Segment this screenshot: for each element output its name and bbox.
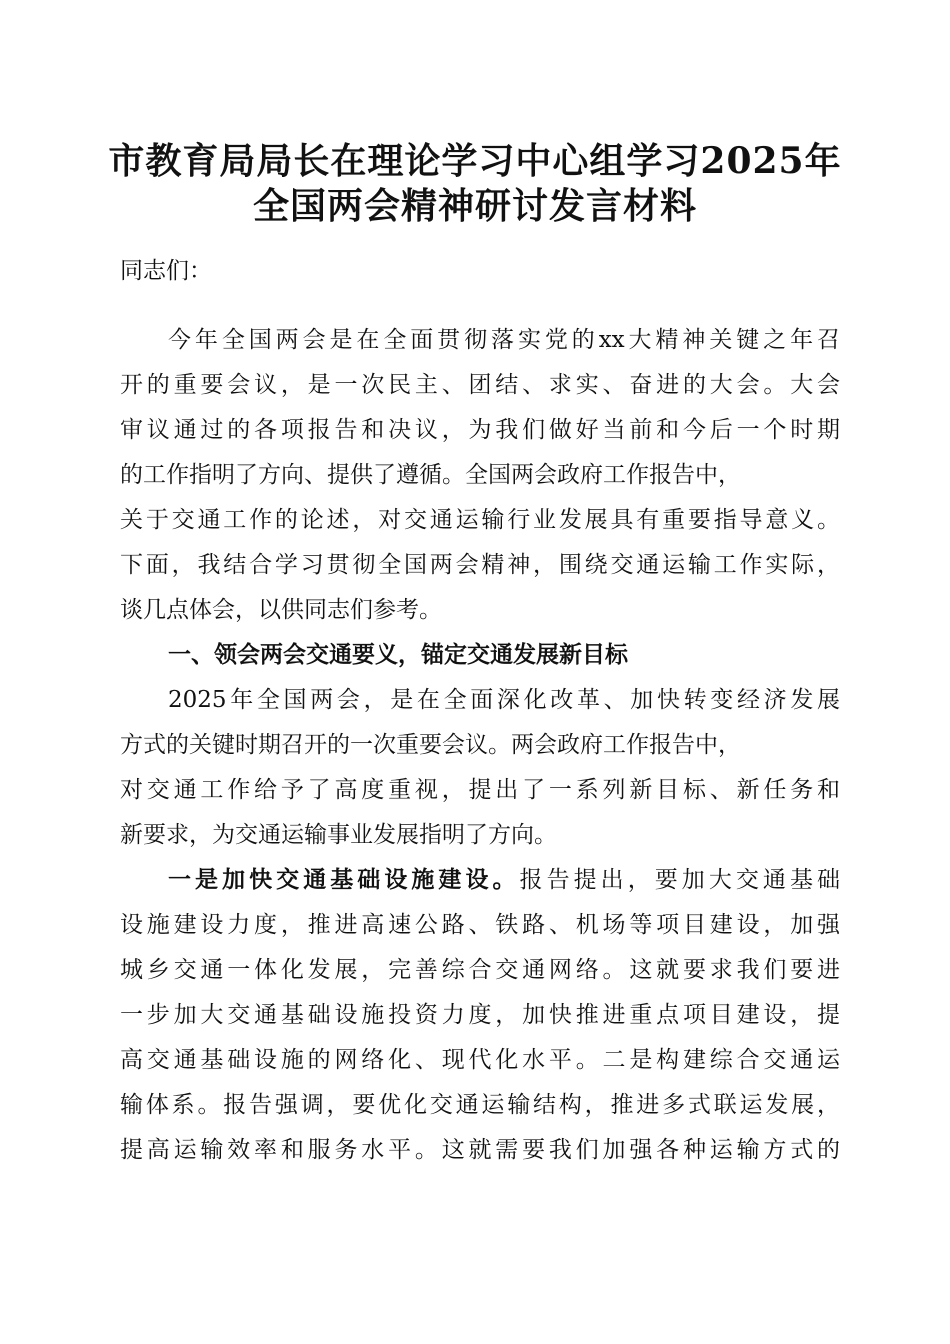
point1-line-7: 提高运输效率和服务水平。这就需要我们加强各种运输方式的 — [120, 1137, 840, 1163]
point1-line-5: 高交通基础设施的网络化、现代化水平。二是构建综合交通运 — [120, 1047, 840, 1073]
intro-line-5: 关于交通工作的论述，对交通运输行业发展具有重要指导意义。 — [120, 507, 840, 533]
intro-line-1: 今年全国两会是在全面贯彻落实党的xx大精神关键之年召 — [168, 327, 840, 353]
intro-line-3: 审议通过的各项报告和决议，为我们做好当前和今后一个时期 — [120, 417, 840, 443]
point1-line-6: 输体系。报告强调，要优化交通运输结构，推进多式联运发展， — [120, 1092, 840, 1118]
point1-first-rest: 报告提出，要加大交通基础 — [519, 867, 841, 893]
salutation: 同志们： — [120, 258, 212, 284]
section1-para-line-2: 方式的关键时期召开的一次重要会议。两会政府工作报告中， — [120, 732, 741, 758]
section1-para-line-1: 2025年全国两会，是在全面深化改革、加快转变经济发展 — [168, 687, 840, 713]
point1-line-4: 一步加大交通基础设施投资力度，加快推进重点项目建设，提 — [120, 1002, 840, 1028]
section1-para-line-3: 对交通工作给予了高度重视，提出了一系列新目标、新任务和 — [120, 777, 840, 803]
point1-first-line — [168, 865, 840, 895]
point1-line-3: 城乡交通一体化发展，完善综合交通网络。这就要求我们要进 — [120, 957, 840, 983]
section1-para-line-4: 新要求，为交通运输事业发展指明了方向。 — [120, 822, 557, 848]
point1-line-2: 设施建设力度，推进高速公路、铁路、机场等项目建设，加强 — [120, 912, 840, 938]
intro-line-7: 谈几点体会，以供同志们参考。 — [120, 597, 442, 623]
document-title-line-1: 市教育局局长在理论学习中心组学习2025年 — [108, 140, 842, 182]
point1-lead-text: 一是加快交通基础设施建设。 — [168, 866, 520, 893]
section-heading-1: 一、领会两会交通要义，锚定交通发展新目标 — [168, 642, 628, 668]
intro-line-6: 下面，我结合学习贯彻全国两会精神，围绕交通运输工作实际， — [120, 552, 840, 578]
intro-line-2: 开的重要会议，是一次民主、团结、求实、奋进的大会。大会 — [120, 372, 840, 398]
document-title-line-2: 全国两会精神研讨发言材料 — [252, 185, 697, 227]
intro-line-4: 的工作指明了方向、提供了遵循。全国两会政府工作报告中， — [120, 462, 741, 488]
